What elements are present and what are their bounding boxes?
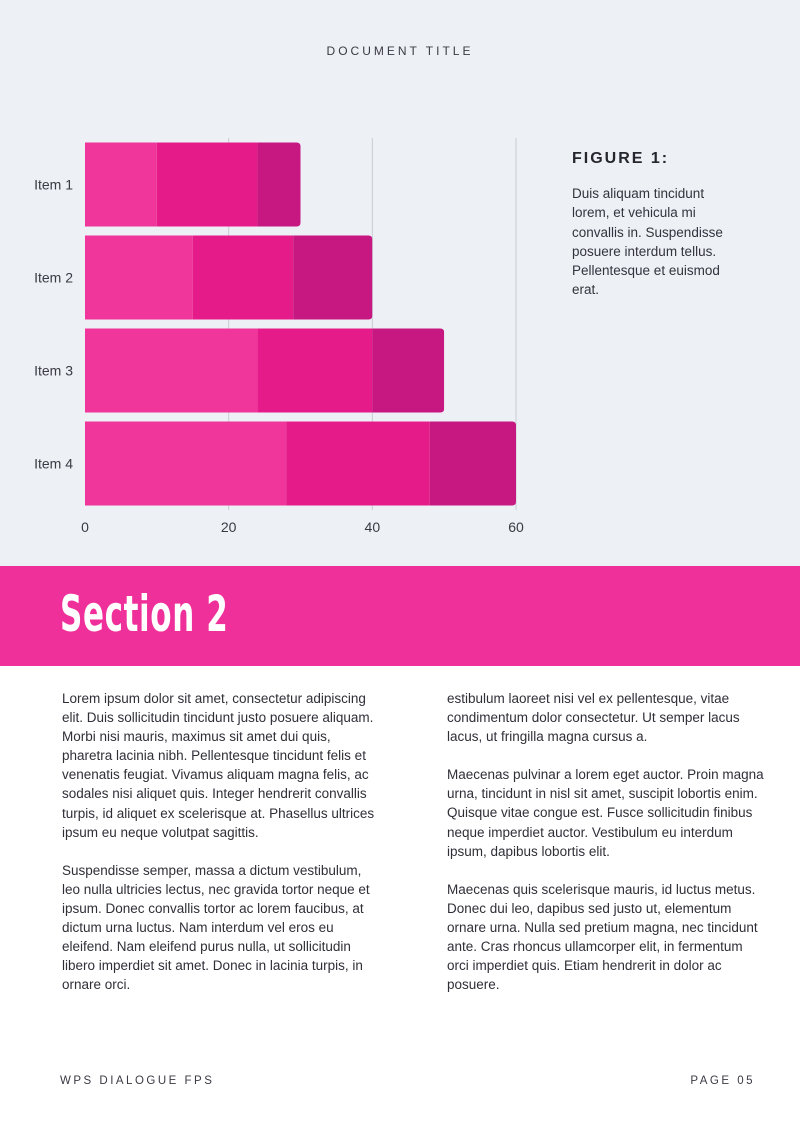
body-paragraph: estibulum laoreet nisi vel ex pellentesque, vitae condimentum dolor consectetur. Ut semper lacus lacus, ut fringilla magna cursus a. xyxy=(447,691,740,745)
bar-item-1-series-1 xyxy=(85,143,157,227)
document-title: DOCUMENT TITLE xyxy=(326,44,474,58)
bar-item-2-series-3 xyxy=(293,236,372,320)
category-label: Item 3 xyxy=(34,362,73,379)
bar-item-1-series-2 xyxy=(157,143,258,227)
category-label: Item 1 xyxy=(34,176,73,193)
body-column-right xyxy=(447,689,767,1013)
category-label: Item 2 xyxy=(34,269,73,286)
bar-item-2-series-2 xyxy=(193,236,294,320)
footer-page-number: PAGE 05 xyxy=(690,1075,755,1087)
figure-heading: FIGURE 1: xyxy=(572,150,670,167)
bar-item-2-series-1 xyxy=(85,236,193,320)
bar-item-3-series-1 xyxy=(85,329,257,413)
body-column-left xyxy=(62,689,382,1013)
body-paragraph: Suspendisse semper, massa a dictum vestibulum, leo nulla ultricies lectus, nec gravida tortor neque et ipsum. Donec convallis tortor ac lorem faucibus, at dictum urna luctus. Nam interdum vel eros eu eleifend. Nam eleifend purus nulla, ut sollicitudin libero imperdiet sit amet. Donec in lacinia turpis, in ornare orci. xyxy=(62,862,370,993)
body-paragraph: Lorem ipsum dolor sit amet, consectetur adipiscing elit. Duis sollicitudin tincidunt justo posuere aliquam. Morbi nisi mauris, maximus sit amet dui quis, pharetra lacinia nibh. Pellentesque tincidunt felis et venenatis feugiat. Vivamus aliquam magna felis, ac sodales nisi aliquet quis. Integer hendrerit convallis turpis, id aliquet ex scelerisque at. Phasellus ultrices ipsum eu neque volutpat sagittis. xyxy=(62,691,375,840)
bar-item-4-series-2 xyxy=(286,422,430,506)
bar-item-3-series-3 xyxy=(372,329,444,413)
body-paragraph: Maecenas pulvinar a lorem eget auctor. Proin magna urna, tincidunt in nisl sit amet, suscipit lobortis enim. Quisque vitae congue est. Fusce sollicitudin finibus neque imperdiet auctor. Vestibulum eu interdum ipsum, dapibus lobortis elit. xyxy=(447,767,764,859)
x-tick-label: 0 xyxy=(81,519,89,535)
x-tick-label: 20 xyxy=(220,519,237,535)
figure-caption: Duis aliquam tincidunt lorem, et vehicula mi convallis in. Suspendisse posuere interdum tellus. Pellentesque et euismod erat. xyxy=(572,186,723,298)
x-tick-label: 40 xyxy=(364,519,381,535)
stacked-bar-chart xyxy=(0,0,560,566)
bar-item-4-series-3 xyxy=(430,422,516,506)
bar-item-4-series-1 xyxy=(85,422,286,506)
bar-item-1-series-3 xyxy=(257,143,300,227)
section-title: Section 2 xyxy=(60,585,229,643)
body-paragraph: Maecenas quis scelerisque mauris, id luctus metus. Donec dui leo, dapibus sed justo ut, elementum ornare urna. Nulla sed pretium magna, nec tincidunt ante. Cras rhoncus ullamcorper elit, in fermentum orci imperdiet quis. Etiam hendrerit in dolor ac posuere. xyxy=(447,881,758,993)
x-tick-label: 60 xyxy=(508,519,524,535)
bar-item-3-series-2 xyxy=(257,329,372,413)
footer-publication: WPS DIALOGUE FPS xyxy=(60,1075,215,1087)
category-label: Item 4 xyxy=(34,455,73,472)
